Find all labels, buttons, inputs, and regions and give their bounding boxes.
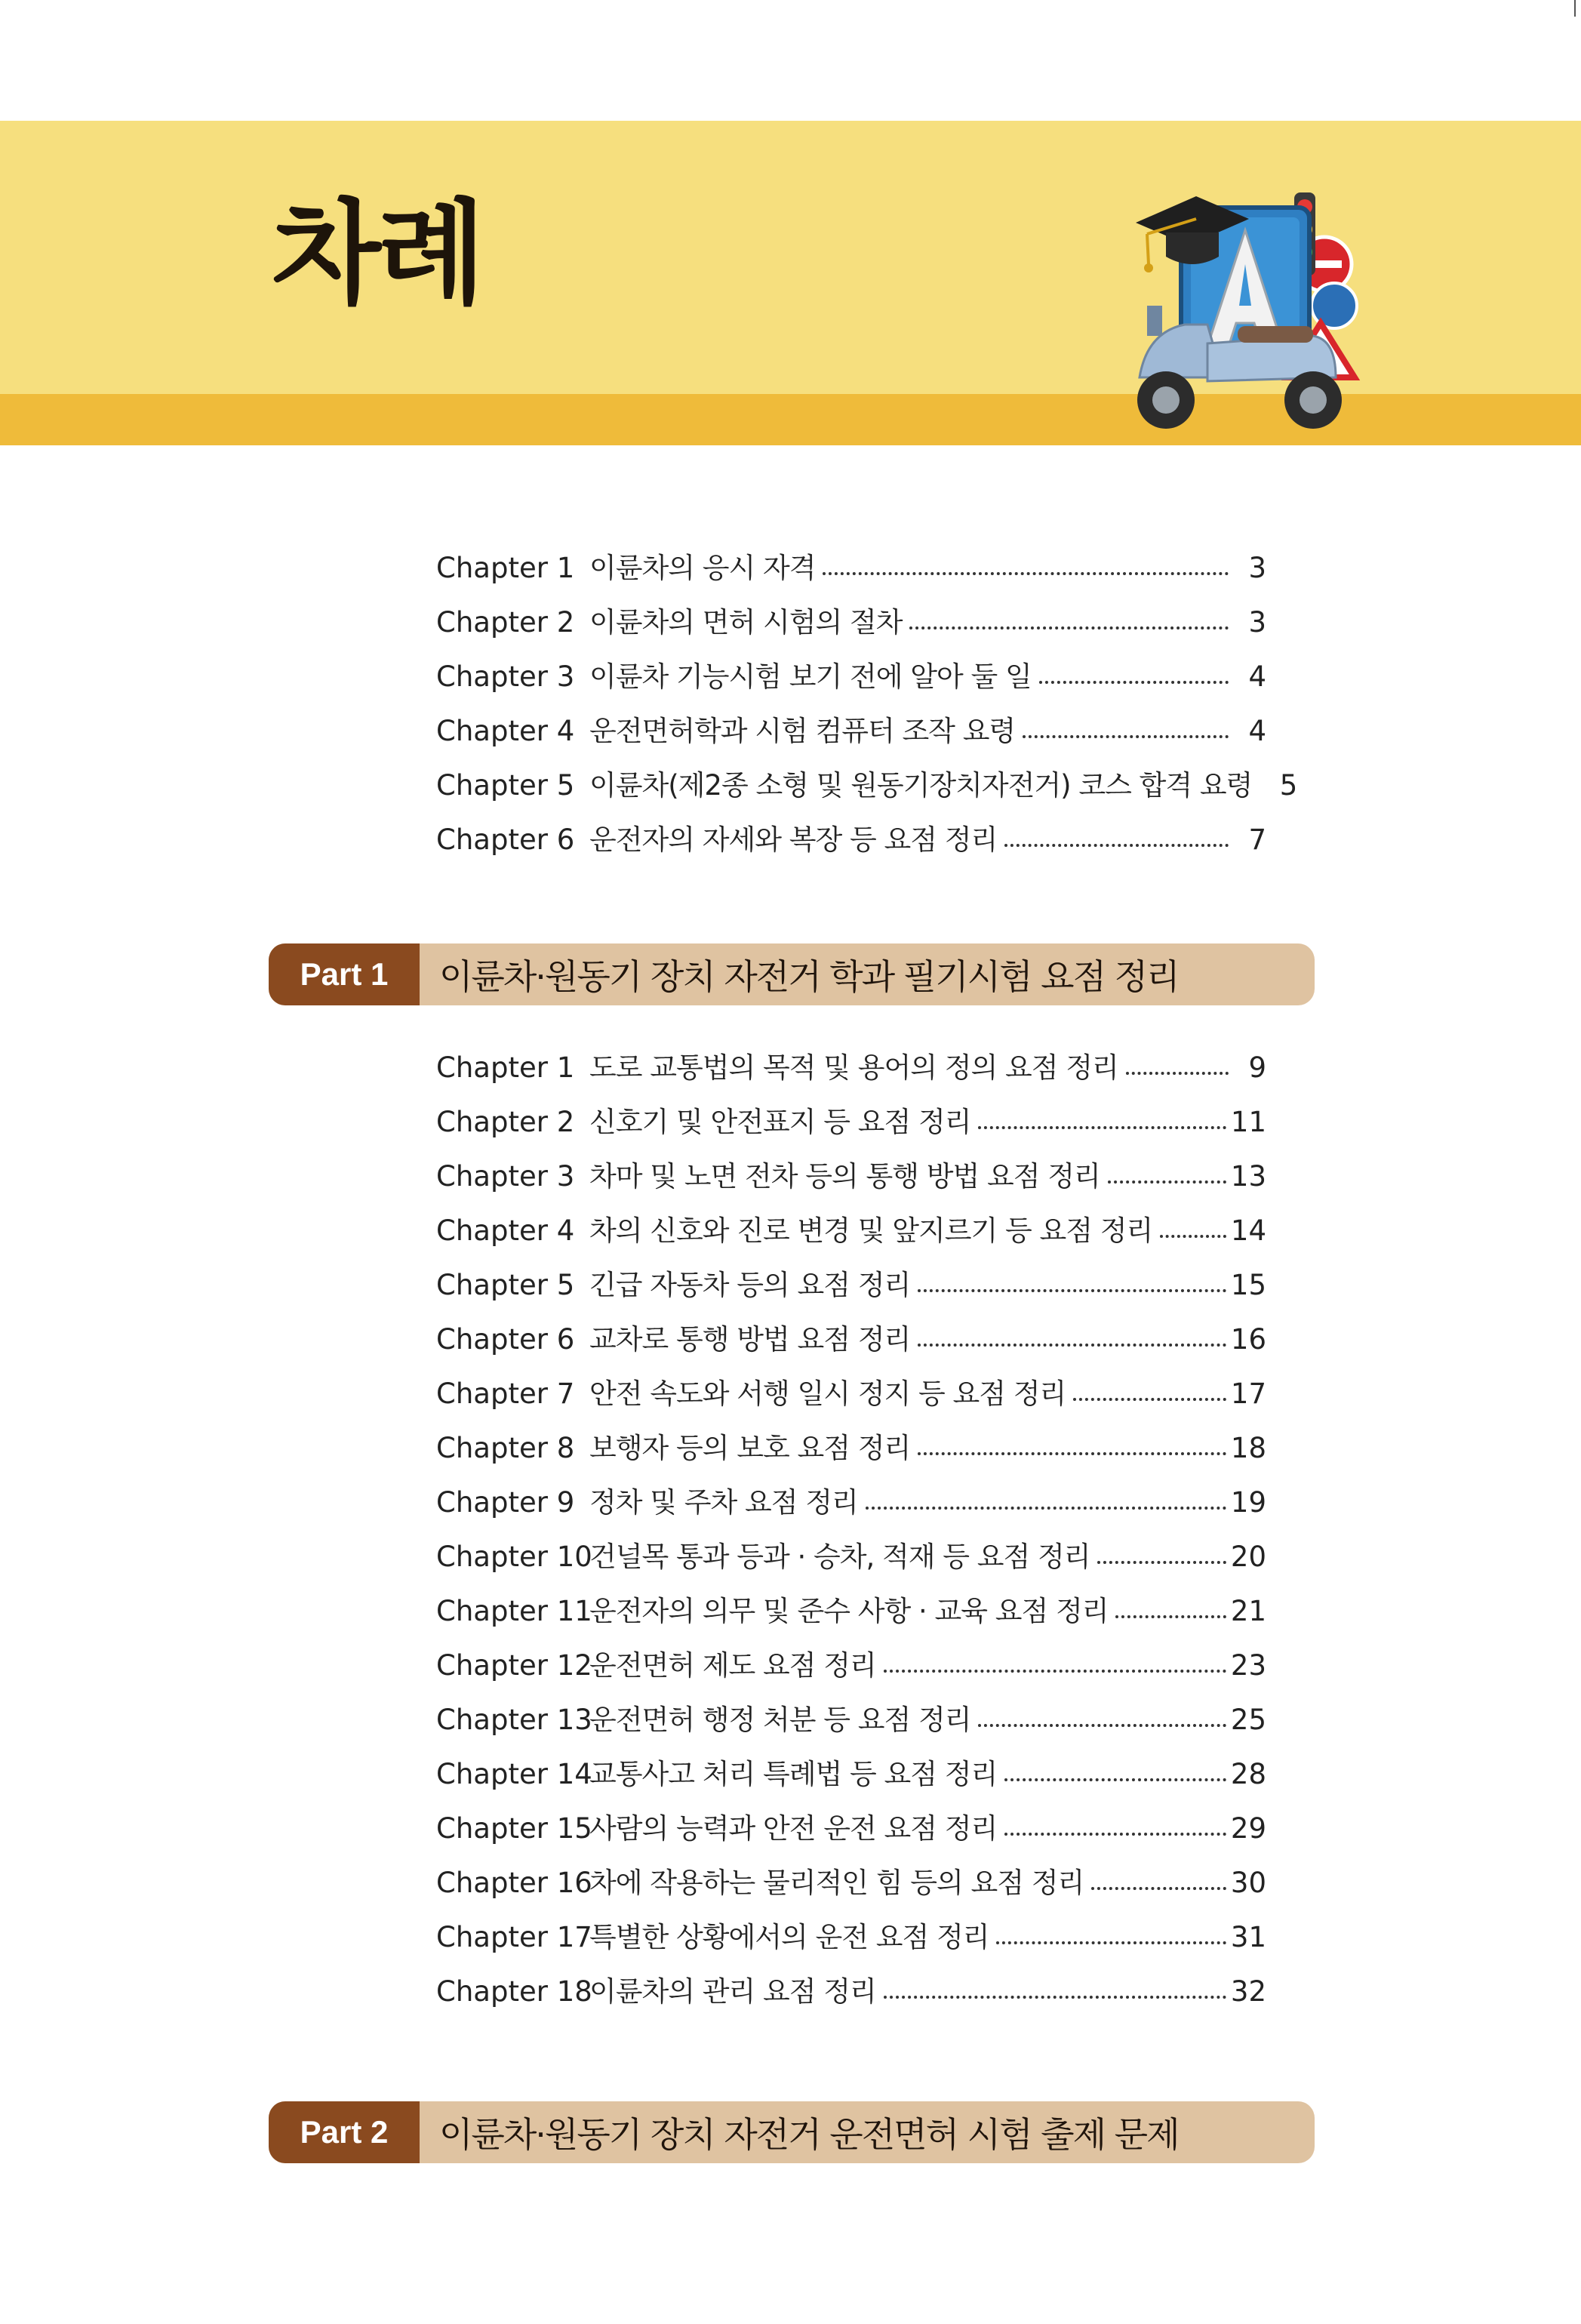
- dot-leader: [1091, 1887, 1226, 1890]
- chapter-number: Chapter 6: [436, 823, 575, 856]
- chapter-title: 이륜차의 면허 시험의 절차: [589, 605, 903, 639]
- dot-leader: [823, 572, 1229, 575]
- chapter-number: Chapter 5: [436, 768, 575, 802]
- dot-leader: [978, 1724, 1226, 1727]
- chapter-title: 차에 작용하는 물리적인 힘 등의 요점 정리: [589, 1866, 1084, 1899]
- dot-leader: [1023, 735, 1229, 738]
- chapter-title: 정차 및 주차 요점 정리: [589, 1485, 858, 1519]
- page-number: 3: [1248, 605, 1266, 639]
- dot-leader: [909, 626, 1229, 629]
- chapter-number: Chapter 3: [436, 660, 575, 693]
- toc-row[interactable]: [436, 1045, 1266, 1090]
- page-number: 17: [1230, 1377, 1266, 1410]
- page-number: 31: [1230, 1920, 1266, 1953]
- chapter-number: Chapter 17: [436, 1920, 592, 1953]
- toc-row[interactable]: [436, 1697, 1266, 1742]
- chapter-number: Chapter 3: [436, 1159, 575, 1193]
- toc-row[interactable]: [436, 1914, 1266, 1959]
- toc-row[interactable]: [436, 1968, 1266, 2014]
- page-number: 19: [1230, 1485, 1266, 1519]
- toc-row[interactable]: [436, 1316, 1266, 1362]
- chapter-number: Chapter 16: [436, 1866, 592, 1899]
- chapter-number: Chapter 2: [436, 605, 575, 639]
- page-number: 5: [1279, 768, 1298, 802]
- dot-leader: [1004, 844, 1229, 847]
- dot-leader: [996, 1941, 1226, 1944]
- page-title: 차례: [272, 189, 481, 320]
- toc-row[interactable]: [436, 1153, 1266, 1199]
- chapter-number: Chapter 14: [436, 1757, 592, 1790]
- chapter-number: Chapter 18: [436, 1975, 592, 2008]
- toc-row[interactable]: [436, 1208, 1266, 1253]
- chapter-title: 운전면허학과 시험 컴퓨터 조작 요령: [589, 714, 1016, 747]
- chapter-title: 긴급 자동차 등의 요점 정리: [589, 1268, 911, 1301]
- toc-row[interactable]: [436, 1371, 1266, 1416]
- chapter-number: Chapter 13: [436, 1703, 592, 1736]
- chapter-number: Chapter 12: [436, 1648, 592, 1682]
- toc-row[interactable]: [436, 1262, 1266, 1307]
- toc-row[interactable]: [436, 1099, 1266, 1144]
- dot-leader: [884, 1670, 1226, 1673]
- chapter-title: 이륜차(제2종 소형 및 원동기장치자전거) 코스 합격 요령: [589, 768, 1253, 802]
- chapter-number: Chapter 4: [436, 714, 575, 747]
- chapter-number: Chapter 6: [436, 1322, 575, 1356]
- dot-leader: [1039, 681, 1229, 684]
- page-number: 9: [1248, 1051, 1266, 1084]
- toc-row[interactable]: [436, 762, 1298, 808]
- toc-row[interactable]: [436, 1860, 1266, 1905]
- chapter-number: Chapter 15: [436, 1811, 592, 1845]
- chapter-number: Chapter 1: [436, 1051, 575, 1084]
- chapter-title: 건널목 통과 등과 · 승차, 적재 등 요점 정리: [589, 1540, 1090, 1573]
- part-2-header[interactable]: [269, 2101, 1315, 2163]
- chapter-number: Chapter 9: [436, 1485, 575, 1519]
- chapter-number: Chapter 5: [436, 1268, 575, 1301]
- chapter-title: 운전면허 제도 요점 정리: [589, 1648, 876, 1682]
- page-number: 23: [1230, 1648, 1266, 1682]
- chapter-title: 사람의 능력과 안전 운전 요점 정리: [589, 1811, 998, 1845]
- toc-row[interactable]: [436, 1588, 1266, 1633]
- toc-row[interactable]: [436, 1751, 1266, 1796]
- dot-leader: [1097, 1561, 1226, 1564]
- page-number: 16: [1230, 1322, 1266, 1356]
- toc-row[interactable]: [436, 708, 1266, 753]
- chapter-title: 안전 속도와 서행 일시 정지 등 요점 정리: [589, 1377, 1066, 1410]
- chapter-title: 이륜차의 관리 요점 정리: [589, 1975, 876, 2008]
- chapter-number: Chapter 10: [436, 1540, 592, 1573]
- dot-leader: [1004, 1833, 1226, 1836]
- chapter-number: Chapter 7: [436, 1377, 575, 1410]
- dot-leader: [918, 1289, 1226, 1292]
- page-number: 3: [1248, 551, 1266, 584]
- dot-leader: [1073, 1398, 1226, 1401]
- part-title: 이륜차·원동기 장치 자전거 운전면허 시험 출제 문제: [439, 2114, 1179, 2155]
- dot-leader: [866, 1507, 1226, 1510]
- chapter-number: Chapter 2: [436, 1105, 575, 1138]
- chapter-title: 신호기 및 안전표지 등 요점 정리: [589, 1105, 971, 1138]
- page-number: 28: [1230, 1757, 1266, 1790]
- chapter-number: Chapter 4: [436, 1214, 575, 1247]
- chapter-number: Chapter 1: [436, 551, 575, 584]
- toc-row[interactable]: [436, 599, 1266, 645]
- crop-mark: [1574, 0, 1576, 17]
- page-number: 30: [1230, 1866, 1266, 1899]
- chapter-title: 이륜차 기능시험 보기 전에 알아 둘 일: [589, 660, 1032, 693]
- dot-leader: [1160, 1235, 1226, 1238]
- chapter-title: 교통사고 처리 특례법 등 요점 정리: [589, 1757, 998, 1790]
- part-1-header[interactable]: [269, 943, 1315, 1005]
- dot-leader: [1126, 1072, 1229, 1075]
- page-number: 32: [1230, 1975, 1266, 2008]
- chapter-title: 차마 및 노면 전차 등의 통행 방법 요점 정리: [589, 1159, 1100, 1193]
- page-number: 7: [1248, 823, 1266, 856]
- dot-leader: [918, 1452, 1226, 1455]
- dot-leader: [1115, 1615, 1226, 1618]
- toc-row[interactable]: [436, 1534, 1266, 1579]
- page-number: 11: [1230, 1105, 1266, 1138]
- page-number: 15: [1230, 1268, 1266, 1301]
- page-number: 25: [1230, 1703, 1266, 1736]
- chapter-number: Chapter 11: [436, 1594, 592, 1627]
- part-label: Part 1: [269, 943, 420, 1005]
- toc-row[interactable]: [436, 1642, 1266, 1688]
- page-number: 21: [1230, 1594, 1266, 1627]
- chapter-title: 보행자 등의 보호 요점 정리: [589, 1431, 911, 1464]
- dot-leader: [918, 1344, 1226, 1347]
- chapter-number: Chapter 8: [436, 1431, 575, 1464]
- part-label: Part 2: [269, 2101, 420, 2163]
- toc-row[interactable]: [436, 1425, 1266, 1470]
- dot-leader: [978, 1126, 1226, 1129]
- toc-row[interactable]: [436, 1479, 1266, 1525]
- chapter-title: 이륜차의 응시 자격: [589, 551, 816, 584]
- illustration: [1094, 151, 1366, 445]
- page-number: 29: [1230, 1811, 1266, 1845]
- toc-row[interactable]: [436, 817, 1266, 862]
- page-number: 18: [1230, 1431, 1266, 1464]
- chapter-title: 차의 신호와 진로 변경 및 앞지르기 등 요점 정리: [589, 1214, 1153, 1247]
- chapter-title: 교차로 통행 방법 요점 정리: [589, 1322, 911, 1356]
- toc-row[interactable]: [436, 654, 1266, 699]
- toc-row[interactable]: [436, 1805, 1266, 1851]
- chapter-title: 특별한 상황에서의 운전 요점 정리: [589, 1920, 989, 1953]
- page-number: 13: [1230, 1159, 1266, 1193]
- chapter-title: 운전면허 행정 처분 등 요점 정리: [589, 1703, 971, 1736]
- page-number: 14: [1230, 1214, 1266, 1247]
- dot-leader: [1108, 1180, 1226, 1184]
- part-title: 이륜차·원동기 장치 자전거 학과 필기시험 요점 정리: [439, 956, 1179, 997]
- dot-leader: [1004, 1778, 1226, 1781]
- dot-leader: [884, 1996, 1226, 1999]
- toc-row[interactable]: [436, 545, 1266, 590]
- chapter-title: 도로 교통법의 목적 및 용어의 정의 요점 정리: [589, 1051, 1118, 1084]
- chapter-title: 운전자의 의무 및 준수 사항 · 교육 요점 정리: [589, 1594, 1109, 1627]
- page-number: 20: [1230, 1540, 1266, 1573]
- chapter-title: 운전자의 자세와 복장 등 요점 정리: [589, 823, 998, 856]
- page-number: 4: [1248, 660, 1266, 693]
- page-number: 4: [1248, 714, 1266, 747]
